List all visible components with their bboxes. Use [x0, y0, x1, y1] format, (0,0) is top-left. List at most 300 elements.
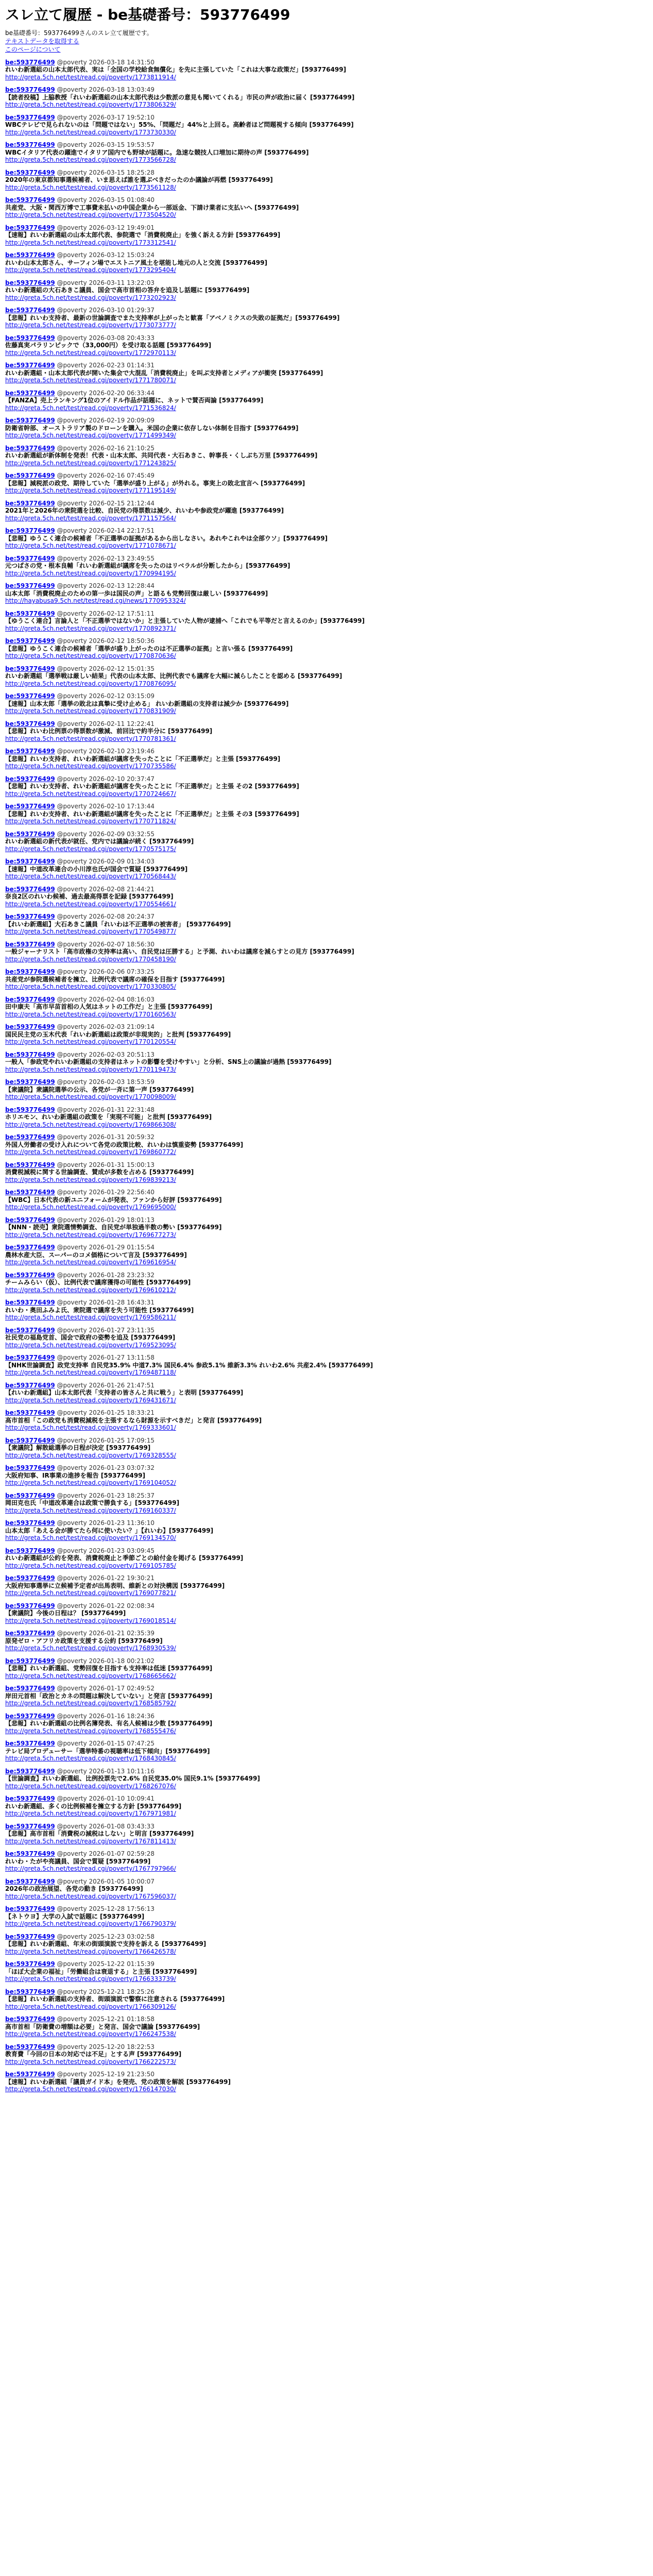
be-id-link[interactable]: be:593776499	[5, 389, 55, 397]
entry-meta: @poverty 2026-02-10 20:37:47	[57, 775, 154, 783]
entry-meta: @poverty 2026-02-08 20:24:37	[57, 913, 154, 921]
be-id-link[interactable]: be:593776499	[5, 279, 55, 286]
thread-url-link[interactable]: http://greta.5ch.net/test/read.cgi/poverty/1773730330/	[5, 128, 176, 136]
list-item	[5, 1547, 648, 1570]
thread-title: 共産党が参院選候補者を擁立、比例代表で議席の確保を目指す [593776499]	[5, 975, 225, 983]
entry-header	[5, 1354, 648, 1362]
thread-title: 農林水産大臣、スーパーのコメ価格について言及 [593776499]	[5, 1251, 187, 1259]
thread-url-link[interactable]: http://greta.5ch.net/test/read.cgi/poverty/1769105785/	[5, 1562, 176, 1569]
entry-header	[5, 1133, 648, 1141]
list-item	[5, 1823, 648, 1845]
thread-title: 教育費「今回の日本の対応では不足」とする声 [593776499]	[5, 2050, 182, 2058]
be-id-link[interactable]: be:593776499	[5, 1189, 55, 1196]
thread-title: 2026年の政治展望、各党の動き [593776499]	[5, 1885, 143, 1893]
thread-title: 国民民主党の玉木代表「れいわ新選組は政策が非現実的」と批判 [593776499]	[5, 1030, 231, 1038]
thread-title: 【速報】れいわ新選組「議員ガイド本」を発売、党の政策を解説 [593776499]	[5, 2078, 231, 2086]
be-id-link[interactable]: be:593776499	[5, 1464, 55, 1472]
be-id-link[interactable]: be:593776499	[5, 665, 55, 672]
thread-url-link[interactable]: http://greta.5ch.net/test/read.cgi/poverty/1771780071/	[5, 377, 176, 384]
thread-url-link[interactable]: http://greta.5ch.net/test/read.cgi/poverty/1770120554/	[5, 1038, 176, 1046]
be-id-link[interactable]: be:593776499	[5, 2071, 55, 2078]
be-id-link[interactable]: be:593776499	[5, 1712, 55, 1720]
thread-url-link[interactable]: http://greta.5ch.net/test/read.cgi/poverty/1769104052/	[5, 1479, 176, 1487]
thread-url-link[interactable]: http://greta.5ch.net/test/read.cgi/poverty/1770870636/	[5, 652, 176, 660]
be-id-link[interactable]: be:593776499	[5, 1050, 55, 1058]
entry-header	[5, 1657, 648, 1665]
entry-meta: @poverty 2026-02-16 07:45:49	[57, 472, 154, 480]
list-item	[5, 1768, 648, 1790]
list-item	[5, 665, 648, 688]
thread-url-link[interactable]: http://greta.5ch.net/test/read.cgi/poverty/1768665662/	[5, 1672, 176, 1680]
entry-header	[5, 1905, 648, 1913]
be-id-link[interactable]: be:593776499	[5, 86, 55, 94]
thread-title: 【NHK世論調査】政党支持率 自民党35.9% 中道7.3% 国民6.4% 参政5.1% 維新3.3% れいわ2.6% 共産2.4% [593776499]	[5, 1361, 373, 1369]
entry-header	[5, 1216, 648, 1224]
entry-meta: @poverty 2025-12-28 17:56:13	[57, 1905, 154, 1913]
be-id-link[interactable]: be:593776499	[5, 1216, 55, 1224]
thread-url-link[interactable]: http://greta.5ch.net/test/read.cgi/poverty/1771243825/	[5, 459, 176, 467]
thread-url-link[interactable]: http://greta.5ch.net/test/read.cgi/poverty/1766333739/	[5, 1975, 176, 1983]
list-item	[5, 59, 648, 81]
be-id-link[interactable]: be:593776499	[5, 1354, 55, 1362]
entry-header	[5, 1244, 648, 1251]
be-id-link[interactable]: be:593776499	[5, 1795, 55, 1803]
entry-header	[5, 445, 648, 452]
entry-header	[5, 500, 648, 507]
thread-url-link[interactable]: http://greta.5ch.net/test/read.cgi/poverty/1769610212/	[5, 1286, 176, 1294]
thread-url-link[interactable]: http://greta.5ch.net/test/read.cgi/poverty/1770781361/	[5, 735, 176, 742]
be-id-link[interactable]: be:593776499	[5, 968, 55, 976]
be-id-link[interactable]: be:593776499	[5, 1960, 55, 1968]
list-item	[5, 1272, 648, 1294]
thread-url-link[interactable]: http://greta.5ch.net/test/read.cgi/poverty/1769487118/	[5, 1369, 176, 1377]
entry-meta: @poverty 2026-02-12 17:51:11	[57, 609, 154, 617]
be-id-link[interactable]: be:593776499	[5, 554, 55, 562]
thread-title: 【速報】山本太郎「選挙の敗北は真摯に受け止める」 れいわ新選組の支持者は減少か [593776499]	[5, 700, 289, 707]
entry-header	[5, 1547, 648, 1555]
thread-url-link[interactable]: http://greta.5ch.net/test/read.cgi/poverty/1770994195/	[5, 569, 176, 577]
entry-meta: @poverty 2026-02-19 20:09:09	[57, 417, 154, 425]
entry-header	[5, 1933, 648, 1941]
entry-header	[5, 1464, 648, 1472]
be-id-link[interactable]: be:593776499	[5, 444, 55, 452]
be-id-link[interactable]: be:593776499	[5, 748, 55, 755]
entry-meta: @poverty 2026-02-03 20:51:13	[57, 1050, 154, 1058]
entry-header	[5, 251, 648, 259]
entry-header	[5, 224, 648, 232]
thread-url-link[interactable]: http://greta.5ch.net/test/read.cgi/poverty/1770724667/	[5, 790, 176, 798]
be-id-link[interactable]: be:593776499	[5, 1877, 55, 1885]
be-id-link[interactable]: be:593776499	[5, 1657, 55, 1665]
be-id-link[interactable]: be:593776499	[5, 251, 55, 259]
entry-header	[5, 2015, 648, 2023]
entry-meta: @poverty 2026-01-23 18:25:37	[57, 1492, 154, 1499]
thread-url-link[interactable]: http://greta.5ch.net/test/read.cgi/poverty/1773312541/	[5, 239, 176, 246]
entry-meta: @poverty 2026-01-31 20:59:32	[57, 1133, 154, 1141]
be-id-link[interactable]: be:593776499	[5, 1326, 55, 1334]
thread-url-link[interactable]: http://greta.5ch.net/test/read.cgi/poverty/1766426578/	[5, 1947, 176, 1955]
thread-title: 元つばさの党・根本良輔「れいわ新選組が議席を失ったのはリベラルが分断したから」[593776499]	[5, 562, 290, 570]
thread-url-link[interactable]: http://greta.5ch.net/test/read.cgi/poverty/1767971981/	[5, 1810, 176, 1818]
entry-meta: @poverty 2026-02-16 21:10:25	[57, 444, 154, 452]
thread-url-link[interactable]: http://greta.5ch.net/test/read.cgi/poverty/1768555476/	[5, 1727, 176, 1735]
entry-meta: @poverty 2026-02-09 03:32:55	[57, 830, 154, 838]
list-item	[5, 968, 648, 991]
entry-header	[5, 362, 648, 369]
list-item	[5, 1051, 648, 1074]
entry-meta: @poverty 2026-02-13 23:49:55	[57, 554, 154, 562]
thread-url-link[interactable]: http://greta.5ch.net/test/read.cgi/poverty/1771157564/	[5, 514, 176, 522]
thread-url-link[interactable]: http://greta.5ch.net/test/read.cgi/poverty/1766247538/	[5, 2030, 176, 2038]
entry-meta: @poverty 2026-01-10 10:09:41	[57, 1795, 154, 1803]
thread-title: 岸田元首相「政治とカネの問題は解決していない」と発言 [593776499]	[5, 1692, 213, 1700]
thread-title: 防衛省幹部、オーストラリア製のドローンを購入。米国の企業に依存しない体制を目指す [593776499]	[5, 424, 299, 432]
list-item	[5, 1492, 648, 1515]
thread-url-link[interactable]: http://greta.5ch.net/test/read.cgi/poverty/1770711824/	[5, 818, 176, 825]
entry-meta: @poverty 2026-01-15 07:47:25	[57, 1740, 154, 1748]
entry-header	[5, 720, 648, 728]
entry-meta: @poverty 2026-01-31 15:00:13	[57, 1161, 154, 1168]
be-id-link[interactable]: be:593776499	[5, 803, 55, 810]
thread-url-link[interactable]: http://greta.5ch.net/test/read.cgi/poverty/1769695000/	[5, 1204, 176, 1211]
thread-title: 山本太郎「あえる会が勝てたら何に使いたい？」【れいわ】[593776499]	[5, 1527, 214, 1534]
be-id-link[interactable]: be:593776499	[5, 58, 55, 66]
thread-url-link[interactable]: http://greta.5ch.net/test/read.cgi/poverty/1768267076/	[5, 1782, 176, 1790]
be-id-link[interactable]: be:593776499	[5, 720, 55, 727]
thread-url-link[interactable]: http://greta.5ch.net/test/read.cgi/poverty/1767797966/	[5, 1865, 176, 1873]
be-id-link[interactable]: be:593776499	[5, 1106, 55, 1113]
be-id-link[interactable]: be:593776499	[5, 113, 55, 121]
be-id-link[interactable]: be:593776499	[5, 1685, 55, 1692]
thread-url-link[interactable]: http://greta.5ch.net/test/read.cgi/poverty/1770160563/	[5, 1010, 176, 1018]
thread-title: 高市首相「防衛費の増額は必要」と発言、国会で議論 [593776499]	[5, 2023, 200, 2030]
be-id-link[interactable]: be:593776499	[5, 2015, 55, 2023]
entry-meta: @poverty 2026-02-09 01:34:03	[57, 858, 154, 866]
be-id-link[interactable]: be:593776499	[5, 1602, 55, 1609]
thread-url-link[interactable]: http://greta.5ch.net/test/read.cgi/poverty/1766309126/	[5, 2003, 176, 2010]
be-id-link[interactable]: be:593776499	[5, 499, 55, 507]
entry-header	[5, 1106, 648, 1114]
entry-meta: @poverty 2026-01-17 02:49:52	[57, 1685, 154, 1692]
be-id-link[interactable]: be:593776499	[5, 913, 55, 921]
thread-url-link[interactable]: http://greta.5ch.net/test/read.cgi/poverty/1771078671/	[5, 542, 176, 550]
thread-title: テレビ局プロデューサー「選挙特番の視聴率は低下傾向」[593776499]	[5, 1747, 210, 1755]
be-id-link[interactable]: be:593776499	[5, 1574, 55, 1582]
list-item	[5, 500, 648, 522]
thread-title: れいわ新選組の山本太郎代表、実は「全国の学校給食無償化」を先に主張していた「これは大事な政策だ」[593776499]	[5, 66, 347, 74]
be-id-link[interactable]: be:593776499	[5, 1436, 55, 1444]
thread-url-link[interactable]: http://greta.5ch.net/test/read.cgi/poverty/1770831909/	[5, 707, 176, 715]
be-id-link[interactable]: be:593776499	[5, 1519, 55, 1527]
list-item	[5, 610, 648, 633]
thread-url-link[interactable]: http://greta.5ch.net/test/read.cgi/poverty/1767811413/	[5, 1837, 176, 1845]
thread-title: 2020年の東京都知事選候補者、いま思えば誰を選ぶべきだったのか議論が再燃 [593776499]	[5, 176, 273, 184]
entry-header	[5, 1768, 648, 1775]
list-item	[5, 1244, 648, 1266]
be-id-link[interactable]: be:593776499	[5, 582, 55, 590]
entry-meta: @poverty 2026-03-10 01:29:37	[57, 307, 154, 314]
thread-title: 【速報】中道改革連合の小川淳也氏が国会で質疑 [593776499]	[5, 865, 188, 873]
list-item	[5, 1574, 648, 1597]
be-id-link[interactable]: be:593776499	[5, 1023, 55, 1031]
thread-url-link[interactable]: http://greta.5ch.net/test/read.cgi/poverty/1772970113/	[5, 349, 176, 357]
thread-title: 【悲報】高市首相「消費税の減税はしない」と明言 [593776499]	[5, 1830, 194, 1838]
thread-url-link[interactable]: http://greta.5ch.net/test/read.cgi/poverty/1770735586/	[5, 762, 176, 770]
list-item	[5, 1216, 648, 1239]
thread-url-link[interactable]: http://greta.5ch.net/test/read.cgi/poverty/1769160337/	[5, 1506, 176, 1514]
entry-meta: @poverty 2026-02-12 03:15:09	[57, 692, 154, 700]
be-id-link[interactable]: be:593776499	[5, 472, 55, 480]
thread-url-link[interactable]: http://greta.5ch.net/test/read.cgi/poverty/1770458190/	[5, 955, 176, 963]
entry-meta: @poverty 2026-03-15 18:25:28	[57, 168, 154, 176]
thread-url-link[interactable]: http://greta.5ch.net/test/read.cgi/poverty/1773811914/	[5, 73, 176, 81]
thread-url-link[interactable]: http://greta.5ch.net/test/read.cgi/poverty/1771536824/	[5, 404, 176, 412]
entry-header	[5, 2071, 648, 2078]
thread-url-link[interactable]: http://greta.5ch.net/test/read.cgi/poverty/1773295404/	[5, 266, 176, 274]
be-id-link[interactable]: be:593776499	[5, 307, 55, 314]
be-id-link[interactable]: be:593776499	[5, 1161, 55, 1168]
page-title: スレ立て履歴 - be基礎番号：593776499	[5, 6, 290, 23]
thread-title: 【速報】れいわ新選組の山本太郎代表、参院選で「消費税廃止」を強く訴える方針 [593776499]	[5, 231, 281, 239]
thread-url-link[interactable]: http://greta.5ch.net/test/read.cgi/poverty/1769860772/	[5, 1148, 176, 1156]
thread-url-link[interactable]: http://greta.5ch.net/test/read.cgi/poverty/1770892371/	[5, 624, 176, 632]
list-item	[5, 2071, 648, 2093]
thread-url-link[interactable]: http://greta.5ch.net/test/read.cgi/poverty/1768430845/	[5, 1755, 176, 1762]
be-id-link[interactable]: be:593776499	[5, 417, 55, 425]
be-id-link[interactable]: be:593776499	[5, 995, 55, 1003]
thread-url-link[interactable]: http://greta.5ch.net/test/read.cgi/poverty/1769077821/	[5, 1589, 176, 1597]
be-id-link[interactable]: be:593776499	[5, 141, 55, 149]
thread-url-link[interactable]: http://greta.5ch.net/test/read.cgi/poverty/1769333601/	[5, 1424, 176, 1432]
thread-url-link[interactable]: http://greta.5ch.net/test/read.cgi/poverty/1770568443/	[5, 873, 176, 880]
list-item	[5, 472, 648, 495]
list-item	[5, 389, 648, 412]
thread-url-link[interactable]: http://greta.5ch.net/test/read.cgi/poverty/1773202923/	[5, 294, 176, 301]
be-id-link[interactable]: be:593776499	[5, 1850, 55, 1858]
thread-title: 【悲報】れいわ比例票の得票数が激減、前回比で約半分に [593776499]	[5, 727, 213, 735]
be-id-link[interactable]: be:593776499	[5, 224, 55, 231]
be-id-link[interactable]: be:593776499	[5, 1244, 55, 1251]
list-item	[5, 417, 648, 439]
entry-meta: @poverty 2025-12-22 01:15:39	[57, 1960, 154, 1968]
thread-title: 【悲報】れいわ新選組の比例名簿発表、有名人候補は少数 [593776499]	[5, 1720, 213, 1727]
thread-url-link[interactable]: http://greta.5ch.net/test/read.cgi/poverty/1770575175/	[5, 845, 176, 853]
thread-url-link[interactable]: http://greta.5ch.net/test/read.cgi/poverty/1770876095/	[5, 680, 176, 687]
thread-title: ホリエモン、れいわ新選組の政策を「実現不可能」と批判 [593776499]	[5, 1113, 212, 1121]
thread-url-link[interactable]: http://greta.5ch.net/test/read.cgi/poverty/1769586211/	[5, 1314, 176, 1321]
entry-meta: @poverty 2026-03-11 13:22:03	[57, 279, 154, 286]
thread-title: れいわ・奥田ふみよ氏、衆院選で議席を失う可能性 [593776499]	[5, 1306, 194, 1314]
thread-url-link[interactable]: http://greta.5ch.net/test/read.cgi/poverty/1769134570/	[5, 1534, 176, 1542]
entry-header	[5, 1437, 648, 1445]
entry-meta: @poverty 2026-03-08 20:43:33	[57, 334, 154, 342]
thread-url-link[interactable]: http://greta.5ch.net/test/read.cgi/poverty/1773566728/	[5, 156, 176, 164]
entry-header	[5, 1740, 648, 1748]
list-item	[5, 1905, 648, 1928]
list-item	[5, 941, 648, 963]
thread-url-link[interactable]: http://greta.5ch.net/test/read.cgi/poverty/1766147030/	[5, 2086, 176, 2093]
thread-title: WBCイタリア代表の躍進でイタリア国内でも野球が話題に。急速な競技人口増加に期待の声 [593776499]	[5, 148, 309, 156]
be-id-link[interactable]: be:593776499	[5, 637, 55, 645]
entry-header	[5, 831, 648, 838]
list-item	[5, 224, 648, 247]
list-item	[5, 445, 648, 467]
entry-meta: @poverty 2025-12-21 18:25:26	[57, 1988, 154, 1995]
list-item	[5, 307, 648, 329]
list-item	[5, 1189, 648, 1211]
be-id-link[interactable]: be:593776499	[5, 196, 55, 204]
be-id-link[interactable]: be:593776499	[5, 1381, 55, 1389]
be-id-link[interactable]: be:593776499	[5, 1409, 55, 1417]
entry-meta: @poverty 2026-01-28 23:23:32	[57, 1271, 154, 1279]
entry-header	[5, 1327, 648, 1334]
thread-url-link[interactable]: http://greta.5ch.net/test/read.cgi/poverty/1769328555/	[5, 1451, 176, 1459]
thread-url-link[interactable]: http://greta.5ch.net/test/read.cgi/poverty/1768585792/	[5, 1700, 176, 1707]
be-id-link[interactable]: be:593776499	[5, 1133, 55, 1141]
thread-url-link[interactable]: http://hayabusa9.5ch.net/test/read.cgi/news/1770953324/	[5, 597, 186, 605]
be-id-link[interactable]: be:593776499	[5, 1767, 55, 1775]
be-id-link[interactable]: be:593776499	[5, 1740, 55, 1748]
thread-url-link[interactable]: http://greta.5ch.net/test/read.cgi/poverty/1770549877/	[5, 928, 176, 936]
thread-title: 【悲報】れいわ新選組、党勢回復を目指すも支持率は低迷 [593776499]	[5, 1665, 213, 1672]
list-item	[5, 996, 648, 1019]
thread-url-link[interactable]: http://greta.5ch.net/test/read.cgi/poverty/1771499349/	[5, 432, 176, 439]
entry-meta: @poverty 2026-02-15 21:12:44	[57, 499, 154, 507]
thread-title: れいわ・たがや亮議員、国会で質疑 [593776499]	[5, 1857, 151, 1865]
thread-url-link[interactable]: http://greta.5ch.net/test/read.cgi/poverty/1773073777/	[5, 321, 176, 329]
thread-url-link[interactable]: http://greta.5ch.net/test/read.cgi/poverty/1769431671/	[5, 1396, 176, 1404]
be-id-link[interactable]: be:593776499	[5, 1988, 55, 1995]
thread-title: 【悲報】れいわ新選組の支持者、街頭演説で警察に注意される [593776499]	[5, 1995, 225, 2003]
entry-meta: @poverty 2026-02-13 12:28:44	[57, 582, 154, 590]
thread-title: 外国人労働者の受け入れについて各党の政策比較、れいわは慎重姿勢 [593776499]	[5, 1141, 244, 1148]
be-id-link[interactable]: be:593776499	[5, 168, 55, 176]
about-page-link[interactable]: このページについて	[5, 45, 61, 53]
entry-header	[5, 86, 648, 94]
thread-url-link[interactable]: http://greta.5ch.net/test/read.cgi/poverty/1770554661/	[5, 900, 176, 908]
thread-url-link[interactable]: http://greta.5ch.net/test/read.cgi/poverty/1773806329/	[5, 101, 176, 109]
list-item	[5, 1713, 648, 1735]
be-id-link[interactable]: be:593776499	[5, 940, 55, 948]
thread-url-link[interactable]: http://greta.5ch.net/test/read.cgi/poverty/1767596037/	[5, 1892, 176, 1900]
list-item	[5, 858, 648, 880]
list-item	[5, 1657, 648, 1680]
entry-meta: @poverty 2026-02-06 07:33:25	[57, 968, 154, 976]
thread-url-link[interactable]: http://greta.5ch.net/test/read.cgi/poverty/1771195149/	[5, 487, 176, 495]
thread-url-link[interactable]: http://greta.5ch.net/test/read.cgi/poverty/1769018514/	[5, 1617, 176, 1624]
thread-title: 社民党の福島党首、国会で政府の姿勢を追及 [593776499]	[5, 1334, 176, 1342]
entry-header	[5, 637, 648, 645]
be-id-link[interactable]: be:593776499	[5, 1271, 55, 1279]
thread-url-link[interactable]: http://greta.5ch.net/test/read.cgi/poverty/1773504520/	[5, 211, 176, 219]
thread-url-link[interactable]: http://greta.5ch.net/test/read.cgi/poverty/1766222573/	[5, 2058, 176, 2065]
list-item	[5, 1960, 648, 1983]
be-id-link[interactable]: be:593776499	[5, 830, 55, 838]
thread-title: 【れいわ新選組】大石あきこ議員「れいわは不正選挙の被害者」 [593776499]	[5, 920, 231, 928]
thread-url-link[interactable]: http://greta.5ch.net/test/read.cgi/poverty/1769677273/	[5, 1231, 176, 1239]
thread-url-link[interactable]: http://greta.5ch.net/test/read.cgi/poverty/1773561128/	[5, 183, 176, 191]
list-item	[5, 141, 648, 164]
be-id-link[interactable]: be:593776499	[5, 775, 55, 783]
be-id-link[interactable]: be:593776499	[5, 885, 55, 893]
thread-url-link[interactable]: http://greta.5ch.net/test/read.cgi/poverty/1770119473/	[5, 1065, 176, 1073]
entry-header	[5, 858, 648, 866]
thread-title: 原発ゼロ・アフリカ政策を支援する公約 [593776499]	[5, 1637, 163, 1645]
list-item	[5, 334, 648, 357]
thread-url-link[interactable]: http://greta.5ch.net/test/read.cgi/poverty/1769616954/	[5, 1259, 176, 1266]
be-id-link[interactable]: be:593776499	[5, 1905, 55, 1913]
be-id-link[interactable]: be:593776499	[5, 1492, 55, 1499]
list-item	[5, 279, 648, 302]
thread-url-link[interactable]: http://greta.5ch.net/test/read.cgi/poverty/1770098009/	[5, 1093, 176, 1101]
entry-meta: @poverty 2026-01-31 22:31:48	[57, 1106, 154, 1113]
thread-title: 【悲報】ゆうこく連合の候補者「不正選挙の証拠があるから出しなさい。あれやこれやは全部ウソ」[593776499]	[5, 534, 328, 542]
entry-meta: @poverty 2026-01-23 03:09:45	[57, 1547, 154, 1554]
list-item	[5, 1106, 648, 1129]
list-item	[5, 1327, 648, 1349]
list-item	[5, 251, 648, 274]
be-id-link[interactable]: be:593776499	[5, 362, 55, 369]
thread-url-link[interactable]: http://greta.5ch.net/test/read.cgi/poverty/1769866308/	[5, 1121, 176, 1128]
thread-title: 【衆議院】今後の日程は？ [593776499]	[5, 1609, 126, 1617]
get-text-data-link[interactable]: テキストデータを取得する	[5, 37, 79, 45]
entry-meta: @poverty 2026-03-15 01:08:40	[57, 196, 154, 204]
thread-url-link[interactable]: http://greta.5ch.net/test/read.cgi/poverty/1769839213/	[5, 1176, 176, 1183]
thread-title: 高市首相「この政党も消費税減税を主張するなら財源を示すべきだ」と発言 [593776499]	[5, 1416, 262, 1424]
be-id-link[interactable]: be:593776499	[5, 1299, 55, 1307]
entry-meta: @poverty 2026-03-17 19:52:10	[57, 113, 154, 121]
list-item	[5, 1630, 648, 1652]
entry-meta: @poverty 2026-01-26 21:47:51	[57, 1381, 154, 1389]
be-id-link[interactable]: be:593776499	[5, 1547, 55, 1554]
entry-meta: @poverty 2026-01-08 03:43:33	[57, 1822, 154, 1830]
entry-meta: @poverty 2026-01-22 02:08:34	[57, 1602, 154, 1609]
be-id-link[interactable]: be:593776499	[5, 692, 55, 700]
be-id-link[interactable]: be:593776499	[5, 1078, 55, 1086]
entry-header	[5, 803, 648, 810]
be-id-link[interactable]: be:593776499	[5, 2043, 55, 2050]
thread-url-link[interactable]: http://greta.5ch.net/test/read.cgi/poverty/1770330805/	[5, 983, 176, 991]
be-id-link[interactable]: be:593776499	[5, 858, 55, 866]
list-item	[5, 1933, 648, 1956]
entry-header	[5, 886, 648, 893]
entry-meta: @poverty 2026-03-12 15:03:24	[57, 251, 154, 259]
thread-url-link[interactable]: http://greta.5ch.net/test/read.cgi/poverty/1768930539/	[5, 1645, 176, 1652]
be-id-link[interactable]: be:593776499	[5, 334, 55, 342]
be-id-link[interactable]: be:593776499	[5, 1933, 55, 1940]
entry-meta: @poverty 2026-02-14 22:17:51	[57, 527, 154, 535]
entry-meta: @poverty 2026-02-20 06:33:44	[57, 389, 154, 397]
be-id-link[interactable]: be:593776499	[5, 1822, 55, 1830]
thread-title: 佐藤真実パラリンピックで（33,000円）を受け取る話題 [593776499]	[5, 342, 212, 349]
thread-url-link[interactable]: http://greta.5ch.net/test/read.cgi/poverty/1766790379/	[5, 1920, 176, 1928]
list-item	[5, 1464, 648, 1487]
thread-url-link[interactable]: http://greta.5ch.net/test/read.cgi/poverty/1769523095/	[5, 1341, 176, 1349]
be-id-link[interactable]: be:593776499	[5, 1630, 55, 1637]
list-item	[5, 831, 648, 853]
entry-meta: @poverty 2026-01-27 13:11:58	[57, 1354, 154, 1362]
entry-header	[5, 913, 648, 921]
thread-title: 一般人「参政党やれいわ新選組の支持者はネットの影響を受けやすい」と分析、SNS上の議論が過熱 [593776499]	[5, 1058, 332, 1066]
entry-meta: @poverty 2026-01-23 03:07:32	[57, 1464, 154, 1472]
entry-header	[5, 279, 648, 287]
thread-title: 消費税減税に関する世論調査、賛成が多数を占める [593776499]	[5, 1168, 194, 1176]
thread-title: 【WBC】日本代表の新ユニフォームが発表、ファンから好評 [593776499]	[5, 1196, 222, 1204]
be-id-link[interactable]: be:593776499	[5, 609, 55, 617]
list-item	[5, 527, 648, 550]
be-id-link[interactable]: be:593776499	[5, 527, 55, 535]
entry-meta: @poverty 2026-03-18 13:03:49	[57, 86, 154, 94]
